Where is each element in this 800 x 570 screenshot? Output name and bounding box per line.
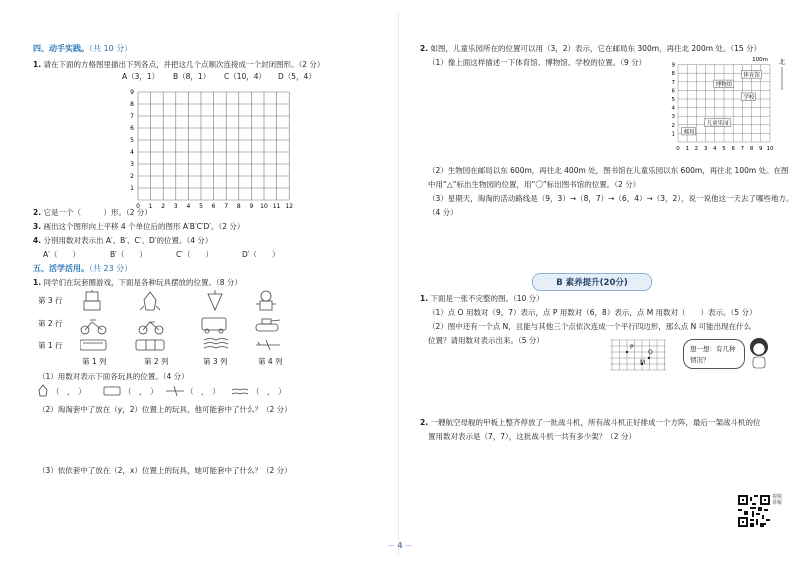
y-tick-label: 9 bbox=[130, 89, 134, 96]
question-number: 4. bbox=[33, 236, 42, 245]
y-tick-label: 3 bbox=[130, 161, 134, 168]
map-y-tick: 8 bbox=[671, 71, 675, 78]
answer-blank-toy-3[interactable]: （ ， ） bbox=[186, 387, 220, 396]
map-y-tick: 7 bbox=[671, 79, 675, 86]
sub-question-3: （3）依依套中了放在（2，x）位置上的玩具，她可能套中了什么？（2 分） bbox=[38, 466, 292, 475]
rocket-small-icon bbox=[39, 385, 47, 396]
rocket-icon bbox=[140, 292, 160, 310]
y-tick-label: 4 bbox=[130, 149, 134, 156]
section-points: （共 10 分） bbox=[89, 44, 133, 53]
x-tick-label: 3 bbox=[173, 203, 178, 210]
section-5-heading bbox=[33, 264, 132, 274]
page-number bbox=[378, 541, 422, 551]
x-tick-label: 7 bbox=[224, 203, 229, 210]
van-icon bbox=[202, 318, 226, 333]
spinning-top-icon bbox=[208, 290, 222, 310]
map-x-tick: 3 bbox=[703, 146, 708, 152]
page-dash-right: — bbox=[405, 541, 413, 550]
b-question-2-cont: 置用数对表示是（7，7），这批战斗机一共有多少架？（2 分） bbox=[428, 432, 636, 441]
airplane-small-icon bbox=[166, 386, 184, 396]
right-sub-1: （1）像上面这样描述一下体育馆、博物馆、学校的位置。（9 分） bbox=[428, 58, 647, 67]
point-d: D（5，4） bbox=[278, 72, 316, 81]
spring-toy-icon bbox=[204, 339, 228, 349]
place-label: 体育馆 bbox=[743, 72, 760, 79]
question-number: 2. bbox=[420, 418, 429, 427]
b-question-2 bbox=[420, 418, 760, 428]
section-4-heading bbox=[33, 44, 132, 54]
motorcycle-icon bbox=[81, 320, 106, 334]
x-tick-label: 0 bbox=[136, 203, 140, 210]
b-sub-2b: 位置？请用数对表示出来。（5 分） bbox=[428, 336, 544, 345]
question-2 bbox=[33, 208, 152, 218]
train-icon bbox=[136, 340, 164, 350]
question-text: 下面是一张不完整的图。（10 分） bbox=[430, 294, 544, 303]
question-number: 1. bbox=[33, 60, 42, 69]
map-y-tick: 4 bbox=[671, 105, 675, 112]
question-text: 分别用数对表示出 A′、B′、C′、D′的位置。（4 分） bbox=[43, 236, 213, 245]
hint-line-1: 想一想：有几种 bbox=[690, 345, 736, 353]
x-tick-label: 12 bbox=[285, 203, 294, 210]
page-number-text: 4 bbox=[397, 541, 403, 550]
question-text: 一艘航空母舰的甲板上整齐停放了一批战斗机，所有战斗机正好排成一个方阵，最后一架战斗机的位 bbox=[430, 418, 761, 427]
y-tick-label: 6 bbox=[130, 125, 134, 132]
right-question-2 bbox=[420, 44, 761, 54]
map-y-tick: 3 bbox=[671, 114, 675, 121]
sub-question-2: （2）淘淘套中了放在（y，2）位置上的玩具，他可能套中了什么？（2 分） bbox=[38, 405, 292, 414]
airplane-icon bbox=[256, 340, 280, 350]
page-fold bbox=[398, 12, 399, 557]
x-tick-label: 2 bbox=[161, 203, 166, 210]
question-1 bbox=[33, 60, 324, 70]
question-text: 同学们在玩套圈游戏，下面是各种玩具摆放的位置。（8 分） bbox=[43, 278, 242, 287]
robot-icon bbox=[84, 290, 100, 310]
x-tick-label: 5 bbox=[199, 203, 203, 210]
question-number: 2. bbox=[33, 208, 42, 217]
bus-icon bbox=[80, 340, 106, 350]
map-y-tick: 9 bbox=[671, 62, 675, 69]
map-y-tick: 2 bbox=[671, 122, 675, 129]
section-title: 四、动手实践。 bbox=[33, 44, 89, 53]
location-map[interactable] bbox=[668, 56, 794, 162]
point-o-label: O bbox=[648, 349, 653, 356]
hint-bubble bbox=[683, 339, 745, 369]
section-b-banner bbox=[532, 273, 652, 291]
map-x-tick: 10 bbox=[766, 146, 774, 152]
spring-small-icon bbox=[232, 389, 248, 394]
map-x-tick: 4 bbox=[713, 146, 717, 152]
question-text: 它是一个（ ）形。（2 分） bbox=[43, 208, 152, 217]
map-x-tick: 5 bbox=[722, 146, 726, 152]
toy-grid bbox=[80, 290, 370, 356]
question-number: 1. bbox=[420, 294, 429, 303]
qr-code-icon[interactable] bbox=[738, 495, 770, 527]
bicycle-icon bbox=[139, 322, 163, 334]
qr-label: 视频讲解 bbox=[772, 494, 783, 506]
right-sub-3a: （3）星期天，淘淘的活动路线是（9，3）→（8，7）→（6，4）→（3，2），说一说他这一天去了哪些地方。 bbox=[428, 194, 794, 203]
hint-line-2: 情况？ bbox=[690, 356, 710, 364]
girl-thinking-icon bbox=[746, 336, 772, 370]
answer-blank-toy-2[interactable]: （ ， ） bbox=[124, 387, 158, 396]
question-number: 3. bbox=[33, 222, 42, 231]
point-a: A（3，1） bbox=[122, 72, 160, 81]
question-text: 请在下面的方格图里描出下列各点，并把这几个点顺次连接成一个封闭图形。（2 分） bbox=[43, 60, 325, 69]
answer-blank-b[interactable]: B′（ ） bbox=[110, 250, 147, 259]
question-text: 如图，儿童乐园所在的位置可以用（3，2）表示，它在邮局东 300m，再往北 200m 处。（15 分） bbox=[430, 44, 762, 53]
y-tick-label: 1 bbox=[130, 185, 134, 192]
row-label-3: 第 3 行 bbox=[38, 296, 63, 305]
point-p bbox=[626, 351, 628, 353]
map-x-tick: 1 bbox=[685, 146, 689, 152]
sub-question-1: （1）用数对表示下面各玩具的位置。（4 分） bbox=[38, 372, 189, 381]
x-tick-label: 10 bbox=[260, 203, 268, 210]
map-y-tick: 5 bbox=[671, 97, 675, 103]
question-number: 2. bbox=[420, 44, 429, 53]
banner-text: B 素养提升(20分) bbox=[556, 278, 628, 288]
question-5 bbox=[33, 278, 242, 288]
map-x-tick: 7 bbox=[740, 146, 745, 152]
answer-blank-d[interactable]: D′（ ） bbox=[242, 250, 280, 259]
question-3 bbox=[33, 222, 244, 232]
place-label: 学校 bbox=[743, 95, 755, 101]
page-dash-left: — bbox=[387, 541, 395, 550]
place-label: 邮局 bbox=[683, 129, 695, 136]
point-p-label: P bbox=[630, 344, 634, 351]
map-x-tick: 2 bbox=[694, 146, 699, 152]
point-m-label: M bbox=[640, 359, 646, 366]
b-sub-1: （1）点 O 用数对（9，7）表示，点 P 用数对（6，8）表示，点 M 用数对（ ）表示。（5 分） bbox=[428, 308, 757, 317]
col-label-2: 第 2 列 bbox=[144, 357, 169, 366]
right-sub-2a: （2）生物园在邮局以东 600m，再往北 400m 处，图书馆在儿童乐园以东 600m，再往北 100m 处。在图 bbox=[428, 166, 789, 175]
y-tick-label: 5 bbox=[130, 137, 134, 144]
answer-blank-toy-1[interactable]: （ ， ） bbox=[52, 387, 86, 396]
map-x-tick: 9 bbox=[759, 146, 763, 152]
y-tick-label: 2 bbox=[130, 173, 134, 180]
place-label: 儿童乐园 bbox=[706, 120, 729, 127]
x-tick-label: 6 bbox=[211, 203, 216, 210]
col-label-3: 第 3 列 bbox=[203, 357, 228, 366]
x-tick-label: 4 bbox=[186, 203, 191, 210]
x-tick-label: 8 bbox=[236, 203, 241, 210]
map-y-tick: 1 bbox=[671, 131, 675, 138]
y-tick-label: 8 bbox=[130, 101, 134, 108]
answer-blank-a[interactable]: A′（ ） bbox=[43, 250, 80, 259]
question-4 bbox=[33, 236, 212, 246]
question-text: 画出这个图形向上平移 4 个单位后的图形 A′B′C′D′。（2 分） bbox=[43, 222, 245, 231]
map-y-tick: 6 bbox=[671, 88, 675, 95]
question-number: 1. bbox=[33, 278, 42, 287]
map-x-tick: 6 bbox=[731, 146, 735, 152]
col-label-4: 第 4 列 bbox=[258, 357, 283, 366]
place-label: 博物馆 bbox=[715, 82, 733, 89]
point-c: C（10，4） bbox=[224, 72, 267, 81]
answer-blank-toy-4[interactable]: （ ， ） bbox=[252, 387, 286, 396]
north-label: 北 bbox=[778, 59, 786, 66]
coordinate-grid[interactable] bbox=[128, 82, 298, 210]
section-points: （共 23 分） bbox=[89, 264, 133, 273]
b-sub-2a: （2）图中还有一个点 N，且能与其他三个点依次连成一个平行四边形，那么点 N 可能出现在什么 bbox=[428, 322, 752, 331]
section-title: 五、活学活用。 bbox=[33, 264, 89, 273]
x-tick-label: 1 bbox=[148, 203, 153, 210]
incomplete-grid[interactable] bbox=[608, 337, 668, 373]
col-label-1: 第 1 列 bbox=[82, 357, 107, 366]
map-scale: 100m bbox=[752, 57, 768, 63]
map-x-tick: 8 bbox=[749, 146, 754, 152]
point-b: B（8，1） bbox=[173, 72, 211, 81]
map-x-tick: 0 bbox=[676, 146, 680, 152]
robot-icon-2 bbox=[256, 291, 276, 310]
answer-blank-c[interactable]: C′（ ） bbox=[176, 250, 213, 259]
bus-small-icon bbox=[104, 387, 120, 395]
x-tick-label: 9 bbox=[249, 203, 254, 210]
right-sub-3b: （4 分） bbox=[428, 208, 458, 217]
tank-icon bbox=[256, 319, 280, 331]
b-question-1 bbox=[420, 294, 544, 304]
row-label-2: 第 2 行 bbox=[38, 319, 63, 328]
y-tick-label: 7 bbox=[130, 113, 134, 120]
right-sub-2b: 中用“△”标出生物园的位置，用“〇”标出图书馆的位置。（2 分） bbox=[428, 180, 641, 189]
row-label-1: 第 1 行 bbox=[38, 341, 63, 350]
x-tick-label: 11 bbox=[272, 203, 281, 210]
